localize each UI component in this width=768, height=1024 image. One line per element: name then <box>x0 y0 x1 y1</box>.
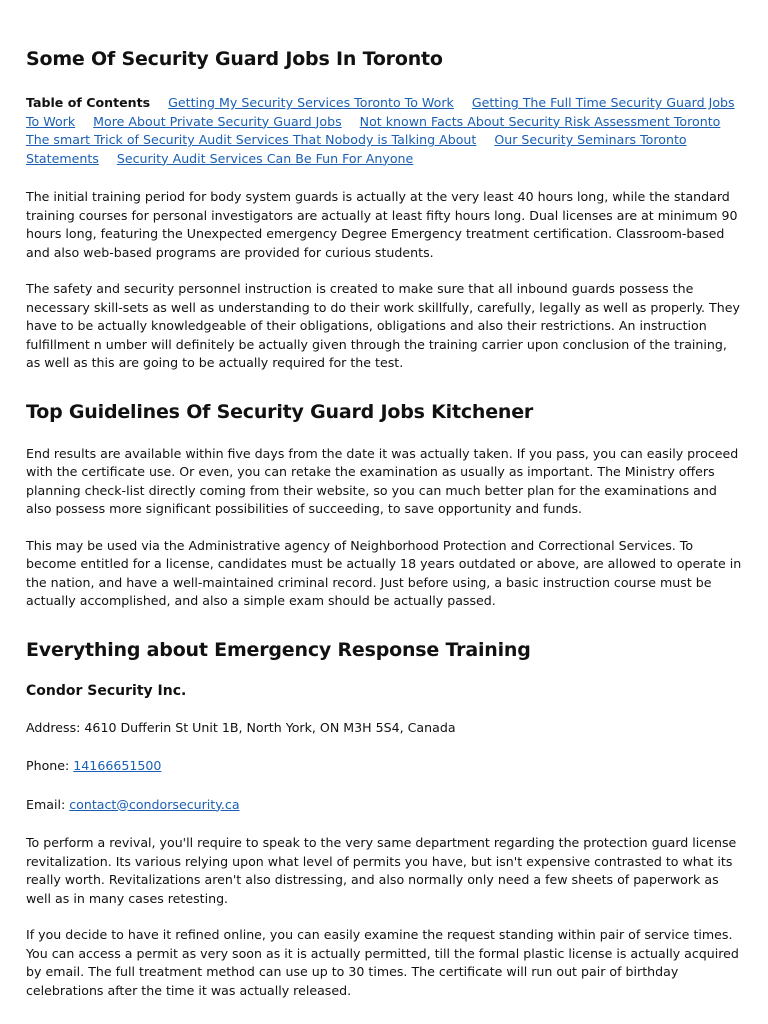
phone-line <box>26 757 742 776</box>
paragraph: To perform a revival, you'll require to speak to the very same department regarding the protection guard license revitalization. Its various relying upon what level of permits you have, but isn't expensive contrasted to what its really worth. Revitalizations aren't also distressing, and also normally only need a few sheets of paperwork as well as in many cases retesting. <box>26 835 737 906</box>
paragraph: The initial training period for body system guards is actually at the very least 40 hours long, while the standard training courses for personal investigators are actually at least fifty hours long. Dual licenses are at minimum 90 hours long, featuring the Unexpected emergency Degree Emergency treatment certification. Classroom-based and also web-based programs are provided for curious students. <box>26 189 738 260</box>
toc-label: Table of Contents <box>26 95 151 110</box>
toc-link-full-time-security-guard-jobs[interactable]: Getting The Full Time Security Guard Jobs To Work <box>26 95 735 129</box>
paragraph: This may be used via the Administrative agency of Neighborhood Protection and Correctional Services. To become entitled for a license, candidates must be actually 18 years outdated or above, are allowed to operate in the nation, and have a well-maintained criminal record. Just before using, a basic instruction course must be actually accomplished, and also a simple exam should be actually passed. <box>26 537 742 608</box>
email-line <box>26 796 742 815</box>
toc-link-security-audit-fun[interactable]: Security Audit Services Can Be Fun For Anyone <box>116 150 414 166</box>
address-value: 4610 Dufferin St Unit 1B, North York, ON M3H 5S4, Canada <box>84 719 456 735</box>
paragraph: If you decide to have it refined online, you can easily examine the request standing within pair of service times. You can access a permit as very soon as it is actually permitted, till the formal plastic license is actually acquired by email. The full treatment method can use up to 30 times. The certificate will run out pair of birthday celebrations after the time it was actually released. <box>26 927 739 998</box>
section-heading: Top Guidelines Of Security Guard Jobs Kitchener <box>26 400 534 423</box>
email-label: Email: <box>26 796 66 812</box>
toc-link-security-risk-assessment[interactable]: Not known Facts About Security Risk Assessment Toronto <box>359 113 721 129</box>
toc-link-security-seminars[interactable]: Our Security Seminars Toronto Statements <box>26 132 687 166</box>
company-name: Condor Security Inc. <box>26 682 187 699</box>
email-link[interactable]: contact@condorsecurity.ca <box>69 796 240 812</box>
phone-link[interactable]: 14166651500 <box>73 758 162 773</box>
table-of-contents <box>26 94 742 168</box>
toc-link-private-security-guard-jobs[interactable]: More About Private Security Guard Jobs <box>93 113 342 129</box>
paragraph: End results are available within five days from the date it was actually taken. If you pass, you can easily proceed with the certificate use. Or even, you can retake the examination as usually as important. The Ministry offers planning check-list directly coming from their website, so you can much better plan for the examinations and also possess more significant possibilities of succeeding, to save opportunity and funds. <box>26 445 739 516</box>
address-line <box>26 719 742 738</box>
paragraph: The safety and security personnel instruction is created to make sure that all inbound guards possess the necessary skill-sets as well as understanding to do their work skillfully, carefully, legally as well as properly. They have to be actually knowledgeable of their obligations, obligations and also their restrictions. An instruction fulfillment n umber will definitely be actually given through the training carrier upon conclusion of the training, as well as this are going to be actually required for the test. <box>26 281 740 370</box>
section-heading: Everything about Emergency Response Training <box>26 638 531 661</box>
phone-label: Phone: <box>26 758 70 773</box>
toc-link-security-audit-services-trick[interactable]: The smart Trick of Security Audit Services That Nobody is Talking About <box>26 132 477 147</box>
page-title: Some Of Security Guard Jobs In Toronto <box>26 48 443 70</box>
toc-link-security-services-toronto[interactable]: Getting My Security Services Toronto To Work <box>168 95 454 110</box>
address-label: Address: <box>26 719 81 735</box>
